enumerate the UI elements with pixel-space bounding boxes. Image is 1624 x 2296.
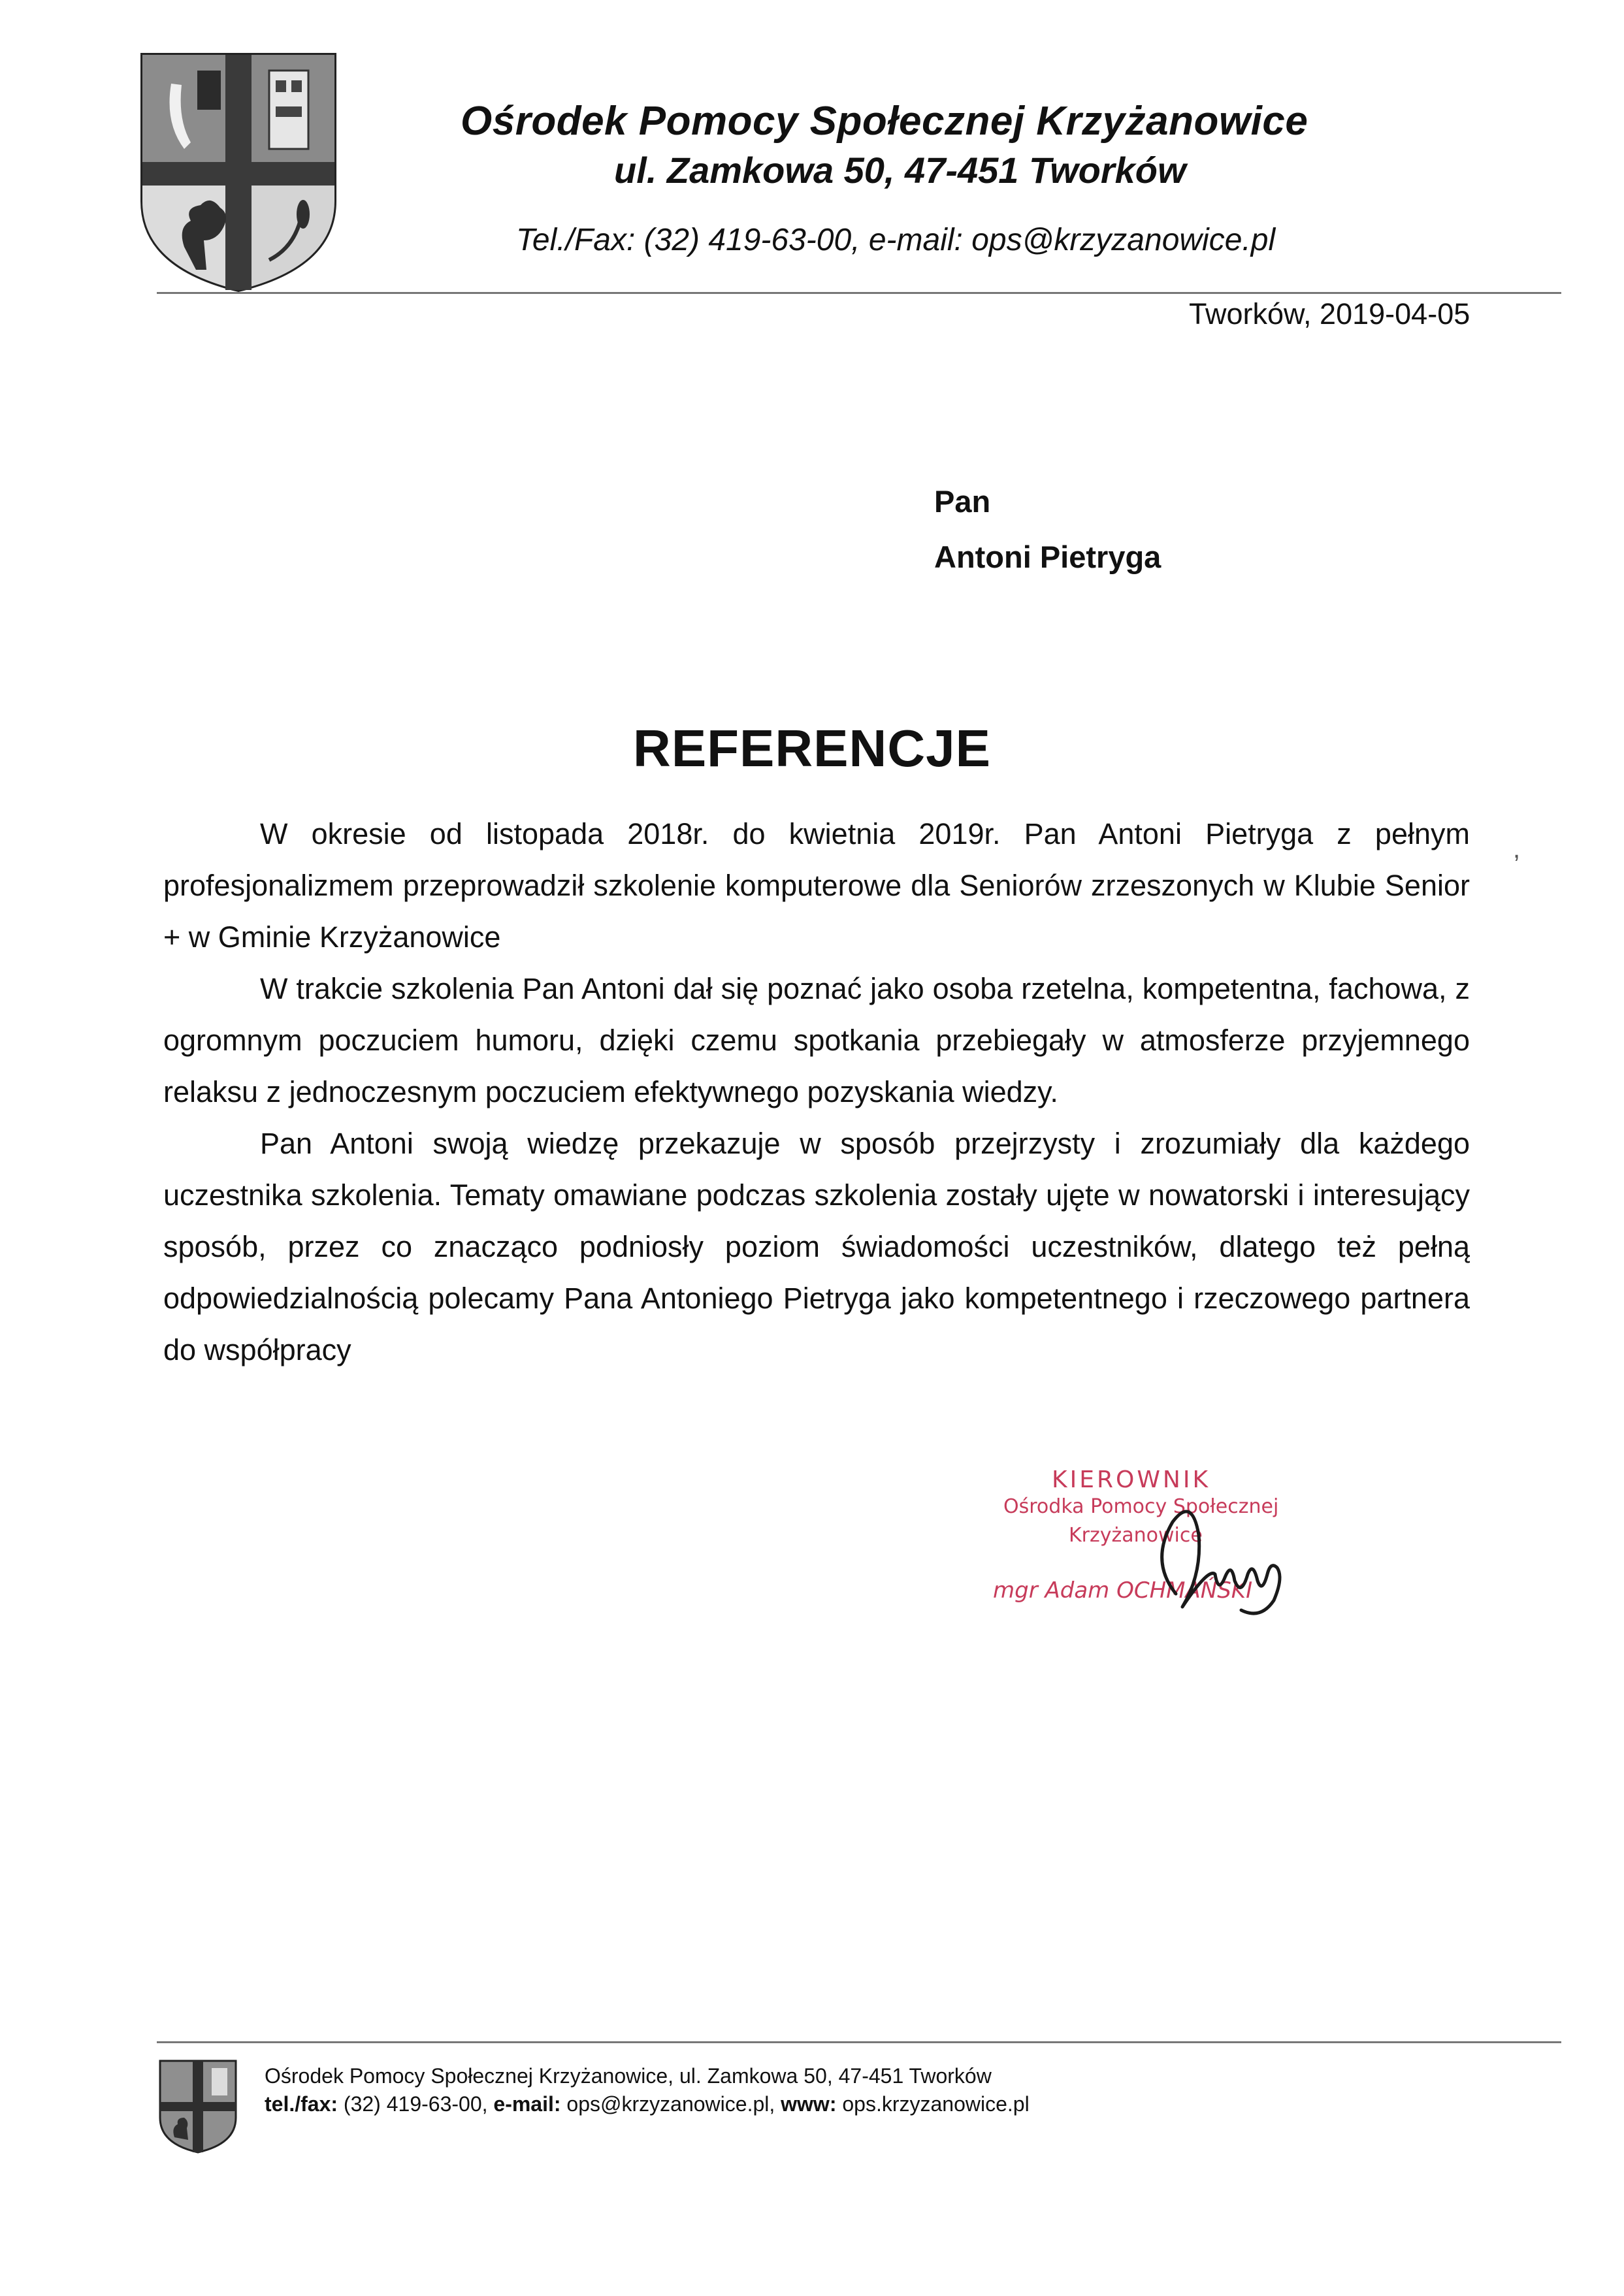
letter-body xyxy=(163,808,1470,1376)
document-date: Tworków, 2019-04-05 xyxy=(1189,297,1470,331)
footer-email-label: e-mail: xyxy=(493,2092,561,2116)
footer-tel-value: (32) 419-63-00, xyxy=(343,2092,488,2116)
body-paragraph-1: W okresie od listopada 2018r. do kwietnia 2019r. Pan Antoni Pietryga z pełnym profesjonalizmem przeprowadził szkolenie komputerowe dla Seniorów zrzeszonych w Klubie Senior + w Gminie Krzyżanowice xyxy=(163,817,1470,954)
header-divider xyxy=(157,292,1561,294)
stamp-institution: Ośrodka Pomocy Społecznej xyxy=(1003,1495,1279,1518)
institution-address: ul. Zamkowa 50, 47-451 Tworków xyxy=(614,150,1186,191)
coat-of-arms-small-icon xyxy=(158,2059,238,2154)
stamp-signatory: mgr Adam OCHMAŃSKI xyxy=(993,1577,1253,1604)
stamp-title: KIEROWNIK xyxy=(1052,1466,1211,1493)
stamp-location: Krzyżanowice xyxy=(1069,1524,1203,1547)
institution-name: Ośrodek Pomocy Społecznej Krzyżanowice xyxy=(461,99,1308,144)
footer-divider xyxy=(157,2041,1561,2043)
footer-www-value: ops.krzyzanowice.pl xyxy=(842,2092,1030,2116)
margin-mark: , xyxy=(1513,835,1521,864)
institution-contact: Tel./Fax: (32) 419-63-00, e-mail: ops@krzyzanowice.pl xyxy=(516,223,1276,257)
footer-contact xyxy=(265,2092,1030,2116)
body-paragraph-3: Pan Antoni swoją wiedzę przekazuje w sposób przejrzysty i zrozumiały dla każdego uczestnika szkolenia. Tematy omawiane podczas szkolenia zostały ujęte w nowatorski i interesujący sposób, przez co znacząco podniosły poziom świadomości uczestników, dlatego też pełną odpowiedzialnością polecamy Pana Antoniego Pietryga jako kompetentnego i rzeczowego partnera do współpracy xyxy=(163,1127,1470,1366)
addressee-salutation: Pan xyxy=(934,484,991,519)
footer-tel-label: tel./fax: xyxy=(265,2092,338,2116)
footer-email-value: ops@krzyzanowice.pl, xyxy=(566,2092,775,2116)
footer-address: Ośrodek Pomocy Społecznej Krzyżanowice, ul. Zamkowa 50, 47-451 Tworków xyxy=(265,2064,992,2088)
footer-www-label: www: xyxy=(781,2092,837,2116)
body-paragraph-2: W trakcie szkolenia Pan Antoni dał się poznać jako osoba rzetelna, kompetentna, fachowa, z ogromnym poczuciem humoru, dzięki czemu spotkania przebiegały w atmosferze przyjemnego relaksu z jednoczesnym poczuciem efektywnego pozyskania wiedzy. xyxy=(163,972,1470,1108)
signature-icon xyxy=(1137,1496,1307,1626)
coat-of-arms-icon xyxy=(138,51,338,294)
document-title: REFERENCJE xyxy=(633,719,991,777)
addressee-name: Antoni Pietryga xyxy=(934,540,1161,574)
